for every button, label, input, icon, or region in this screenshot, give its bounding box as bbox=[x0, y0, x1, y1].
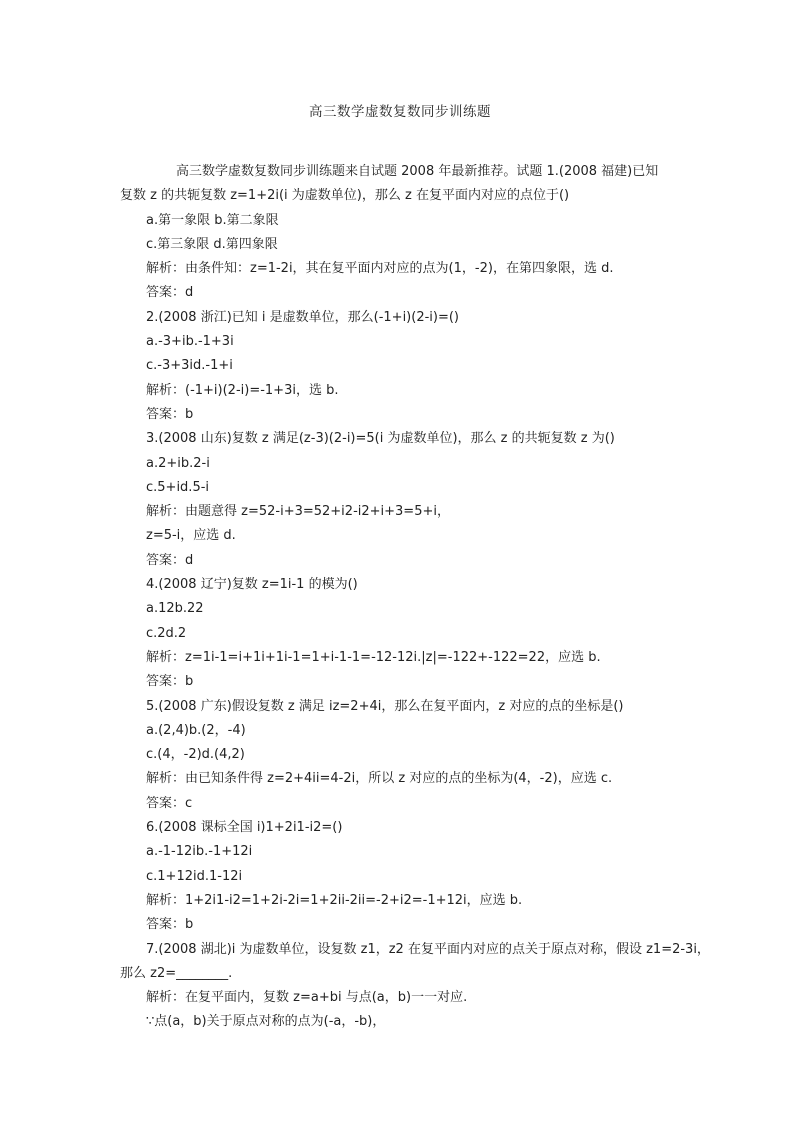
question-3-options-ab: a.2+ib.2-i bbox=[146, 455, 210, 471]
question-3-analysis-cont: z=5-i，应选 d. bbox=[146, 528, 236, 544]
question-2-options-cd: c.-3+3id.-1+i bbox=[146, 358, 233, 374]
question-6-answer: 答案：b bbox=[146, 917, 194, 933]
question-6-stem: 6.(2008 课标全国 ⅰ)1+2i1-i2=() bbox=[146, 820, 343, 836]
question-7-stem-cont: 那么 z2=________. bbox=[120, 965, 233, 981]
question-4-options-cd: c.2d.2 bbox=[146, 625, 187, 641]
question-3-answer: 答案：d bbox=[146, 552, 194, 568]
question-7-analysis: 解析：在复平面内，复数 z=a+bi 与点(a，b)一一对应. bbox=[146, 990, 468, 1006]
question-6-options-ab: a.-1-12ib.-1+12i bbox=[146, 844, 253, 860]
question-4-analysis: 解析：z=1i-1=i+1i+1i-1=1+i-1-1=-12-12i.|z|=-122+-122=22，应选 b. bbox=[146, 649, 601, 665]
question-3-options-cd: c.5+id.5-i bbox=[146, 479, 210, 495]
question-5-stem: 5.(2008 广东)假设复数 z 满足 iz=2+4i，那么在复平面内，z 对应的点的坐标是() bbox=[146, 698, 624, 714]
question-3-stem: 3.(2008 山东)复数 z 满足(z-3)(2-i)=5(i 为虚数单位)，那么 z 的共轭复数 z 为() bbox=[146, 431, 615, 447]
question-2-analysis: 解析：(-1+i)(2-i)=-1+3i，选 b. bbox=[146, 382, 339, 398]
question-5-answer: 答案：c bbox=[146, 795, 193, 811]
question-5-options-ab: a.(2,4)b.(2，-4) bbox=[146, 722, 246, 738]
question-7-stem: 7.(2008 湖北)i 为虚数单位，设复数 z1，z2 在复平面内对应的点关于原点对称，假设 z1=2-3i， bbox=[146, 941, 710, 957]
question-7-analysis-cont: ∵点(a，b)关于原点对称的点为(-a，-b)， bbox=[146, 1014, 386, 1030]
question-4-options-ab: a.12b.22 bbox=[146, 601, 204, 617]
question-2-answer: 答案：b bbox=[146, 406, 194, 422]
question-5-options-cd: c.(4，-2)d.(4,2) bbox=[146, 747, 245, 763]
question-4-answer: 答案：b bbox=[146, 674, 194, 690]
question-3-analysis: 解析：由题意得 z=52-i+3=52+i2-i2+i+3=5+i， bbox=[146, 504, 450, 520]
question-1-answer: 答案：d bbox=[146, 285, 194, 301]
question-1-options-ab: a.第一象限 b.第二象限 bbox=[146, 212, 279, 228]
question-5-analysis: 解析：由已知条件得 z=2+4ii=4-2i，所以 z 对应的点的坐标为(4，-2)，应选 c. bbox=[146, 771, 613, 787]
question-1-stem: 复数 z 的共轭复数 z=1+2i(i 为虚数单位)，那么 z 在复平面内对应的点位于() bbox=[120, 188, 570, 204]
page-title: 高三数学虚数复数同步训练题 bbox=[309, 104, 491, 120]
document-body bbox=[120, 160, 710, 1035]
question-6-analysis: 解析：1+2i1-i2=1+2i-2i=1+2ii-2ii=-2+i2=-1+12i，应选 b. bbox=[146, 892, 523, 908]
question-1-options-cd: c.第三象限 d.第四象限 bbox=[146, 236, 278, 252]
question-2-stem: 2.(2008 浙江)已知 i 是虚数单位，那么(-1+i)(2-i)=() bbox=[146, 309, 460, 325]
question-6-options-cd: c.1+12id.1-12i bbox=[146, 868, 243, 884]
question-2-options-ab: a.-3+ib.-1+3i bbox=[146, 334, 234, 350]
question-1-analysis: 解析：由条件知：z=1-2i，其在复平面内对应的点为(1，-2)，在第四象限，选 d. bbox=[146, 261, 614, 277]
intro-paragraph-line-1: 高三数学虚数复数同步训练题来自试题 2008 年最新推荐。试题 1.(2008 福建)已知 bbox=[176, 164, 659, 179]
question-4-stem: 4.(2008 辽宁)复数 z=1i-1 的模为() bbox=[146, 577, 358, 593]
